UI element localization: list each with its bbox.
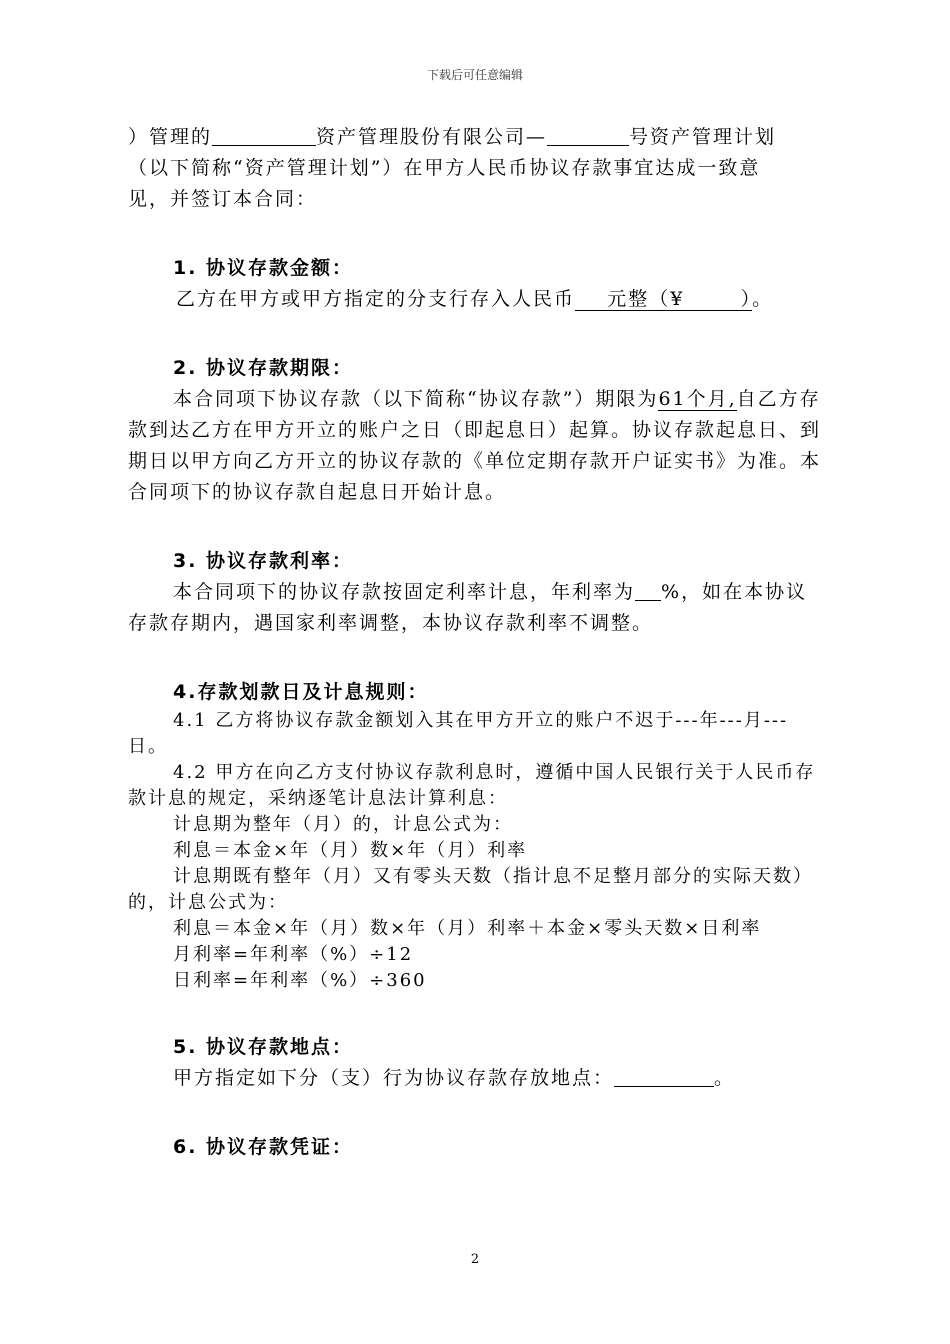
section-1-text-c: ） (740, 288, 753, 310)
manager-blank (212, 125, 316, 146)
section-3-text-b: %，如在本协议存款存期内，遇国家利率调整，本协议存款利率不调整。 (128, 581, 808, 634)
section-3-text (128, 577, 828, 639)
section-2-text-a: 本合同项下协议存款（以下简称“协议存款”）期限为 (173, 388, 659, 410)
rate-blank (635, 580, 661, 601)
intro-line-2: （以下简称“资产管理计划”）在甲方人民币协议存款事宜达成一致意 (128, 157, 761, 179)
intro-text: ）管理的 (128, 126, 213, 148)
section-4-p2: 4.2 甲方在向乙方支付协议存款利息时，遵循中国人民银行关于人民币存款计息的规定，采纳逐笔计息法计算利息： (128, 762, 816, 809)
section-4-heading: 4.存款划款日及计息规则： (173, 681, 429, 703)
section-5-text-a: 甲方指定如下分（支）行为协议存款存放地点： (173, 1067, 615, 1089)
section-4-p6: 利息＝本金×年（月）数×年（月）利率＋本金×零头天数×日利率 (173, 918, 762, 939)
intro-text: 资产管理股份有限公司— (316, 126, 548, 148)
section-4-p1: 4.1 乙方将协议存款金额划入其在甲方开立的账户不迟于---年---月---日。 (128, 710, 789, 757)
intro-line-1 (128, 122, 828, 153)
page-number: 2 (470, 1252, 480, 1267)
section-1-text (128, 284, 828, 315)
section-4-p8: 日利率=年利率（%）÷360 (173, 970, 427, 991)
section-1-text-a: 乙方在甲方或甲方指定的分支行存入人民币 (176, 288, 576, 310)
intro-text: 号资产管理计划 (629, 126, 777, 148)
section-5-heading: 5. 协议存款地点： (173, 1036, 354, 1058)
section-3-text-a: 本合同项下的协议存款按固定利率计息，年利率为 (173, 581, 636, 603)
section-2-heading: 2. 协议存款期限： (173, 357, 354, 379)
amount-blank (575, 288, 752, 311)
location-blank (614, 1066, 714, 1087)
section-4-p5: 计息期既有整年（月）又有零头天数（指计息不足整月部分的实际天数）的，计息公式为： (128, 866, 813, 913)
section-2-text-b: 自乙方存款到达乙方在甲方开立的账户之日（即起息日）起算。协议存款起息日、到期日以甲方向乙方开立的协议存款的《单位定期存款开户证实书》为准。本合同项下的协议存款自起息日开始计息。 (128, 388, 822, 503)
section-5-text-b: 。 (714, 1067, 736, 1089)
section-4-body (128, 708, 828, 994)
page-header: 下载后可任意编辑 (426, 68, 523, 82)
section-4-p7: 月利率=年利率（%）÷12 (173, 944, 414, 965)
plan-number-blank (547, 125, 629, 146)
section-3-heading: 3. 协议存款利率： (173, 550, 354, 572)
section-1-text-d: 。 (752, 288, 774, 310)
section-4-p4: 利息＝本金×年（月）数×年（月）利率 (173, 840, 528, 861)
section-1-heading: 1. 协议存款金额： (173, 257, 354, 279)
document-body (128, 122, 828, 1163)
section-6-heading: 6. 协议存款凭证： (173, 1136, 354, 1158)
section-2-text (128, 384, 828, 508)
intro-line-3: 见，并签订本合同： (128, 188, 318, 210)
section-5-text (128, 1063, 828, 1094)
term-value: 61个月, (658, 388, 737, 410)
section-4-p3: 计息期为整年（月）的，计息公式为： (173, 814, 513, 835)
section-1-text-b: 元整（¥ (607, 288, 685, 310)
